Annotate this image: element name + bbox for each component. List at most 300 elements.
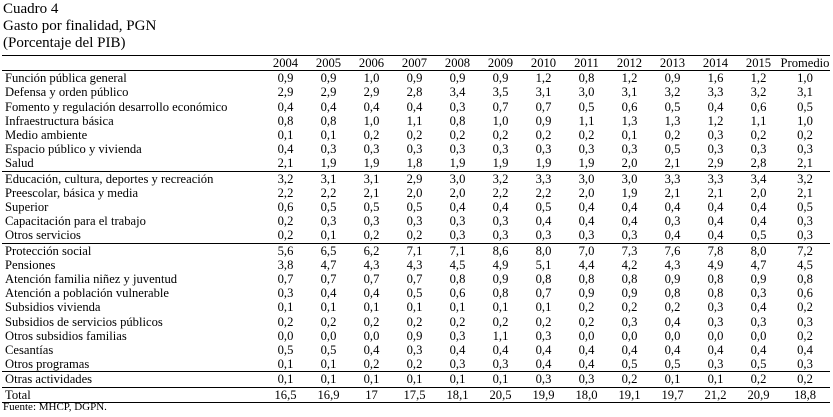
cell-value: 1,9 — [320, 156, 337, 171]
cell-value: 0,1 — [535, 300, 552, 315]
cell-value: 4,7 — [750, 257, 767, 272]
cell-value: 0,1 — [320, 357, 337, 372]
cell-value: 2,0 — [449, 185, 466, 200]
cell-value: 0,4 — [578, 343, 595, 358]
table-row — [2, 243, 830, 258]
cell-value: 1,0 — [797, 113, 813, 128]
cell-value: 0,2 — [780, 372, 830, 387]
cell-value: 0,8 — [621, 272, 638, 287]
cell-value: 0,2 — [406, 314, 423, 329]
cell-value: 0,2 — [363, 228, 380, 243]
cell-value: 2,9 — [393, 171, 436, 186]
cell-value: 0,2 — [750, 128, 767, 143]
cell-value: 3,2 — [479, 171, 522, 186]
table-row — [2, 85, 830, 99]
cell-value: 0,2 — [277, 314, 294, 329]
row-label: Fomento y regulación desarrollo económico — [5, 99, 228, 114]
cell-value: 0,3 — [449, 214, 466, 229]
table-row — [2, 329, 830, 343]
table-row — [2, 186, 830, 200]
cell-value: 0,6 — [750, 99, 767, 114]
cell-value: 7,1 — [393, 243, 436, 258]
cell-value: 0,5 — [664, 357, 681, 372]
cell-value: 0,7 — [320, 272, 337, 287]
cell-value: 3,1 — [350, 171, 393, 186]
table-row — [2, 114, 830, 128]
cell-value: 0,8 — [449, 113, 466, 128]
cell-value: 0,3 — [449, 142, 466, 157]
cell-value: 0,3 — [492, 214, 509, 229]
cell-value: 0,4 — [750, 343, 767, 358]
cell-value: 0,2 — [621, 300, 638, 315]
cell-value: 0,1 — [449, 300, 466, 315]
cell-value: 6,2 — [350, 243, 393, 258]
cell-value: 0,4 — [449, 200, 466, 215]
cell-value: 0,4 — [492, 343, 509, 358]
cell-value: 0,4 — [664, 228, 681, 243]
cell-value: 0,2 — [797, 128, 813, 143]
cell-value: 2,0 — [750, 185, 767, 200]
cell-value: 1,9 — [492, 156, 509, 171]
cell-value: 0,8 — [492, 286, 509, 301]
cell-value: 0,9 — [449, 71, 466, 86]
cell-value: 0,4 — [406, 99, 423, 114]
cell-value: 0,5 — [406, 286, 423, 301]
cell-value: 19,1 — [608, 387, 651, 402]
column-header: 2010 — [522, 56, 565, 71]
cell-value: 1,2 — [621, 71, 638, 86]
cell-value: 1,2 — [535, 71, 552, 86]
row-label: Atención a población vulnerable — [5, 286, 170, 301]
cell-value: 0,3 — [797, 314, 813, 329]
cell-value: 0,2 — [664, 128, 681, 143]
cell-value: 6,5 — [307, 243, 350, 258]
table-row — [2, 128, 830, 142]
column-header: 2009 — [479, 56, 522, 71]
cell-value: 0,5 — [664, 142, 681, 157]
cell-value: 0,5 — [750, 357, 767, 372]
cell-value: 0,2 — [737, 372, 780, 387]
cell-value: 0,4 — [707, 200, 724, 215]
column-header: 2014 — [694, 56, 737, 71]
row-label: Otros servicios — [5, 228, 81, 243]
cell-value: 0,5 — [277, 343, 294, 358]
table-row — [2, 214, 830, 228]
cell-value: 3,8 — [277, 257, 294, 272]
cell-value: 0,3 — [492, 357, 509, 372]
cell-value: 1,9 — [363, 156, 380, 171]
row-label: Subsidios de servicios públicos — [5, 314, 163, 329]
cell-value: 1,0 — [363, 71, 380, 86]
cell-value: 0,0 — [320, 328, 337, 343]
cell-value: 3,1 — [621, 85, 638, 100]
cell-value: 0,2 — [797, 300, 813, 315]
cell-value: 0,9 — [750, 272, 767, 287]
cell-value: 7,0 — [565, 243, 608, 258]
cell-value: 0,3 — [406, 142, 423, 157]
cell-value: 2,2 — [320, 185, 337, 200]
cell-value: 0,3 — [664, 214, 681, 229]
row-label: Capacitación para el trabajo — [5, 214, 146, 229]
cell-value: 3,0 — [565, 171, 608, 186]
cell-value: 0,3 — [707, 128, 724, 143]
cell-value: 0,9 — [277, 71, 294, 86]
cell-value: 0,3 — [363, 214, 380, 229]
column-header: 2005 — [307, 56, 350, 71]
cell-value: 3,3 — [707, 85, 724, 100]
cell-value: 0,9 — [664, 272, 681, 287]
cell-value: 0,2 — [363, 128, 380, 143]
cell-value: 0,3 — [707, 357, 724, 372]
cell-value: 7,8 — [694, 243, 737, 258]
cell-value: 3,2 — [664, 85, 681, 100]
cell-value: 0,5 — [797, 99, 813, 114]
cell-value: 3,1 — [535, 85, 552, 100]
row-label: Protección social — [2, 243, 264, 258]
cell-value: 8,0 — [737, 243, 780, 258]
cell-value: 0,1 — [320, 228, 337, 243]
cell-value: 0,4 — [535, 343, 552, 358]
cell-value: 0,3 — [406, 214, 423, 229]
cell-value: 0,3 — [707, 300, 724, 315]
cell-value: 2,9 — [363, 85, 380, 100]
cell-value: 2,9 — [277, 85, 294, 100]
cell-value: 0,9 — [492, 71, 509, 86]
table-row — [2, 372, 830, 387]
cell-value: 0,4 — [707, 214, 724, 229]
cell-value: 0,1 — [307, 372, 350, 387]
cell-value: 0,2 — [449, 314, 466, 329]
cell-value: 0,2 — [492, 314, 509, 329]
table-row — [2, 343, 830, 357]
table-row — [2, 171, 830, 186]
cell-value: 4,4 — [578, 257, 595, 272]
cell-value: 0,3 — [578, 228, 595, 243]
row-label: Pensiones — [5, 257, 56, 272]
cell-value: 19,9 — [522, 387, 565, 402]
cell-value: 0,3 — [797, 357, 813, 372]
cell-value: 0,4 — [578, 214, 595, 229]
cell-value: 3,2 — [750, 85, 767, 100]
row-label: Total — [2, 387, 264, 402]
cell-value: 0,3 — [449, 228, 466, 243]
table-row — [2, 300, 830, 314]
cell-value: 0,3 — [750, 286, 767, 301]
table-row — [2, 200, 830, 214]
column-header: 2011 — [565, 56, 608, 71]
cell-value: 0,3 — [797, 228, 813, 243]
cell-value: 3,2 — [780, 171, 830, 186]
cell-value: 8,0 — [522, 243, 565, 258]
cell-value: 16,9 — [307, 387, 350, 402]
cell-value: 3,4 — [737, 171, 780, 186]
cell-value: 0,8 — [320, 113, 337, 128]
cell-value: 7,2 — [780, 243, 830, 258]
cell-value: 2,8 — [750, 156, 767, 171]
cell-value: 20,9 — [737, 387, 780, 402]
cell-value: 0,4 — [535, 357, 552, 372]
cell-value: 0,7 — [406, 272, 423, 287]
cell-value: 2,1 — [664, 156, 681, 171]
cell-value: 2,1 — [797, 185, 813, 200]
cell-value: 3,0 — [436, 171, 479, 186]
cell-value: 0,8 — [535, 272, 552, 287]
cell-value: 0,3 — [578, 142, 595, 157]
cell-value: 0,8 — [449, 272, 466, 287]
cell-value: 0,5 — [406, 200, 423, 215]
row-label: Subsidios vivienda — [5, 300, 101, 315]
cell-value: 0,3 — [535, 328, 552, 343]
cell-value: 1,6 — [707, 71, 724, 86]
cell-value: 7,1 — [436, 243, 479, 258]
cell-value: 0,7 — [535, 99, 552, 114]
cell-value: 2,1 — [797, 156, 813, 171]
cell-value: 2,0 — [578, 185, 595, 200]
cell-value: 1,1 — [578, 113, 595, 128]
cell-value: 1,2 — [750, 71, 767, 86]
cell-value: 7,3 — [608, 243, 651, 258]
cell-value: 3,2 — [264, 171, 307, 186]
cell-value: 3,5 — [492, 85, 509, 100]
cell-value: 0,2 — [406, 228, 423, 243]
table-title: Gasto por finalidad, PGN — [3, 18, 157, 34]
cell-value: 0,4 — [664, 200, 681, 215]
column-header: Promedio — [780, 56, 830, 70]
cell-value: 0,4 — [277, 142, 294, 157]
cell-value: 0,2 — [277, 214, 294, 229]
cell-value: 2,2 — [277, 185, 294, 200]
header-blank — [2, 56, 264, 71]
cell-value: 1,0 — [492, 113, 509, 128]
column-header: 2007 — [393, 56, 436, 71]
cell-value: 0,5 — [664, 99, 681, 114]
cell-value: 0,3 — [522, 372, 565, 387]
cell-value: 0,2 — [492, 128, 509, 143]
cell-value: 0,9 — [320, 71, 337, 86]
cell-value: 20,5 — [479, 387, 522, 402]
cell-value: 2,0 — [621, 156, 638, 171]
row-label: Otros programas — [5, 357, 90, 372]
cell-value: 1,9 — [449, 156, 466, 171]
cell-value: 0,8 — [578, 272, 595, 287]
cell-value: 2,0 — [406, 185, 423, 200]
table-row — [2, 228, 830, 243]
cell-value: 5,1 — [535, 257, 552, 272]
cell-value: 2,1 — [707, 185, 724, 200]
table-row — [2, 357, 830, 372]
cell-value: 0,1 — [393, 372, 436, 387]
cell-value: 3,3 — [522, 171, 565, 186]
table-row — [2, 156, 830, 171]
table-row — [2, 100, 830, 114]
cell-value: 0,0 — [621, 328, 638, 343]
cell-value: 1,1 — [492, 328, 509, 343]
cell-value: 0,0 — [664, 328, 681, 343]
column-header: 2015 — [737, 56, 780, 71]
cell-value: 0,2 — [363, 314, 380, 329]
cell-value: 0,3 — [750, 142, 767, 157]
cell-value: 0,1 — [264, 372, 307, 387]
cell-value: 0,7 — [492, 99, 509, 114]
cell-value: 0,2 — [578, 128, 595, 143]
row-label: Infraestructura básica — [5, 113, 114, 128]
table-number: Cuadro 4 — [3, 1, 59, 17]
cell-value: 0,3 — [707, 314, 724, 329]
cell-value: 4,7 — [320, 257, 337, 272]
cell-value: 4,3 — [406, 257, 423, 272]
cell-value: 0,0 — [578, 328, 595, 343]
cell-value: 0,1 — [277, 128, 294, 143]
cell-value: 0,2 — [406, 357, 423, 372]
cell-value: 3,0 — [578, 85, 595, 100]
row-label: Defensa y orden público — [5, 85, 129, 100]
cell-value: 0,5 — [621, 357, 638, 372]
cell-value: 1,0 — [363, 113, 380, 128]
cell-value: 0,9 — [664, 71, 681, 86]
cell-value: 0,5 — [363, 200, 380, 215]
header-row — [2, 56, 830, 71]
cell-value: 0,1 — [363, 300, 380, 315]
cell-value: 0,3 — [750, 314, 767, 329]
cell-value: 0,2 — [320, 314, 337, 329]
cell-value: 4,3 — [664, 257, 681, 272]
cell-value: 0,4 — [578, 357, 595, 372]
cell-value: 0,1 — [320, 128, 337, 143]
cell-value: 18,8 — [780, 387, 830, 402]
cell-value: 0,9 — [578, 286, 595, 301]
cell-value: 3,3 — [651, 171, 694, 186]
cell-value: 0,4 — [621, 214, 638, 229]
cell-value: 0,4 — [621, 200, 638, 215]
row-label: Función pública general — [5, 71, 127, 86]
cell-value: 0,4 — [363, 286, 380, 301]
cell-value: 2,2 — [535, 185, 552, 200]
table-caption — [3, 1, 156, 52]
cell-value: 0,2 — [535, 314, 552, 329]
cell-value: 0,3 — [707, 142, 724, 157]
cell-value: 0,9 — [406, 328, 423, 343]
cell-value: 0,3 — [535, 142, 552, 157]
cell-value: 0,1 — [479, 372, 522, 387]
cell-value: 0,3 — [565, 372, 608, 387]
cell-value: 0,4 — [363, 99, 380, 114]
cell-value: 1,9 — [621, 185, 638, 200]
column-header: 2012 — [608, 56, 651, 71]
cell-value: 0,7 — [277, 272, 294, 287]
row-label: Medio ambiente — [5, 128, 88, 143]
cell-value: 0,3 — [797, 142, 813, 157]
cell-value: 0,4 — [320, 99, 337, 114]
cell-value: 0,4 — [750, 300, 767, 315]
cell-value: 0,5 — [320, 200, 337, 215]
cell-value: 0,3 — [277, 286, 294, 301]
table-row — [2, 71, 830, 86]
cell-value: 0,1 — [277, 357, 294, 372]
cell-value: 18,1 — [436, 387, 479, 402]
cell-value: 0,1 — [651, 372, 694, 387]
cell-value: 0,0 — [707, 328, 724, 343]
source-note: Fuente: MHCP, DGPN. — [3, 401, 107, 413]
cell-value: 3,4 — [449, 85, 466, 100]
cell-value: 0,1 — [492, 300, 509, 315]
cell-value: 2,1 — [277, 156, 294, 171]
cell-value: 3,0 — [608, 171, 651, 186]
cell-value: 4,3 — [363, 257, 380, 272]
cell-value: 0,3 — [449, 328, 466, 343]
total-row — [2, 387, 830, 402]
cell-value: 0,3 — [363, 142, 380, 157]
table-row — [2, 258, 830, 272]
cell-value: 0,3 — [492, 228, 509, 243]
cell-value: 4,5 — [449, 257, 466, 272]
cell-value: 1,9 — [535, 156, 552, 171]
cell-value: 2,2 — [492, 185, 509, 200]
cell-value: 0,8 — [578, 71, 595, 86]
cell-value: 0,2 — [406, 128, 423, 143]
cell-value: 0,1 — [621, 128, 638, 143]
cell-value: 1,9 — [578, 156, 595, 171]
cell-value: 0,4 — [707, 228, 724, 243]
column-header: 2013 — [651, 56, 694, 71]
cell-value: 5,6 — [264, 243, 307, 258]
cell-value: 0,3 — [621, 228, 638, 243]
cell-value: 1,1 — [406, 113, 423, 128]
cell-value: 0,9 — [406, 71, 423, 86]
expenditure-table — [2, 55, 830, 403]
cell-value: 0,1 — [350, 372, 393, 387]
cell-value: 0,4 — [363, 343, 380, 358]
cell-value: 0,4 — [578, 200, 595, 215]
cell-value: 0,4 — [750, 200, 767, 215]
column-header: 2006 — [350, 56, 393, 71]
cell-value: 2,8 — [406, 85, 423, 100]
cell-value: 0,4 — [707, 99, 724, 114]
table-row — [2, 315, 830, 329]
table-body — [2, 71, 830, 403]
row-label: Otras actividades — [2, 372, 264, 387]
row-label: Preescolar, básica y media — [5, 185, 139, 200]
cell-value: 0,8 — [707, 272, 724, 287]
cell-value: 3,3 — [694, 171, 737, 186]
column-header: 2008 — [436, 56, 479, 71]
cell-value: 0,5 — [797, 200, 813, 215]
cell-value: 0,5 — [578, 99, 595, 114]
row-label: Atención familia niñez y juventud — [5, 272, 178, 287]
cell-value: 18,0 — [565, 387, 608, 402]
cell-value: 3,1 — [797, 85, 813, 100]
column-header: 2004 — [264, 56, 307, 71]
cell-value: 0,6 — [449, 286, 466, 301]
cell-value: 0,1 — [320, 300, 337, 315]
cell-value: 1,3 — [621, 113, 638, 128]
cell-value: 0,1 — [694, 372, 737, 387]
cell-value: 19,7 — [651, 387, 694, 402]
cell-value: 0,9 — [535, 113, 552, 128]
cell-value: 0,8 — [664, 286, 681, 301]
cell-value: 1,1 — [750, 113, 767, 128]
cell-value: 0,2 — [535, 128, 552, 143]
cell-value: 0,3 — [797, 214, 813, 229]
cell-value: 2,1 — [363, 185, 380, 200]
table-row — [2, 272, 830, 286]
cell-value: 0,4 — [449, 343, 466, 358]
cell-value: 0,8 — [277, 113, 294, 128]
cell-value: 0,2 — [277, 228, 294, 243]
row-label: Superior — [5, 200, 49, 215]
cell-value: 0,4 — [664, 343, 681, 358]
cell-value: 3,1 — [307, 171, 350, 186]
cell-value: 2,9 — [320, 85, 337, 100]
